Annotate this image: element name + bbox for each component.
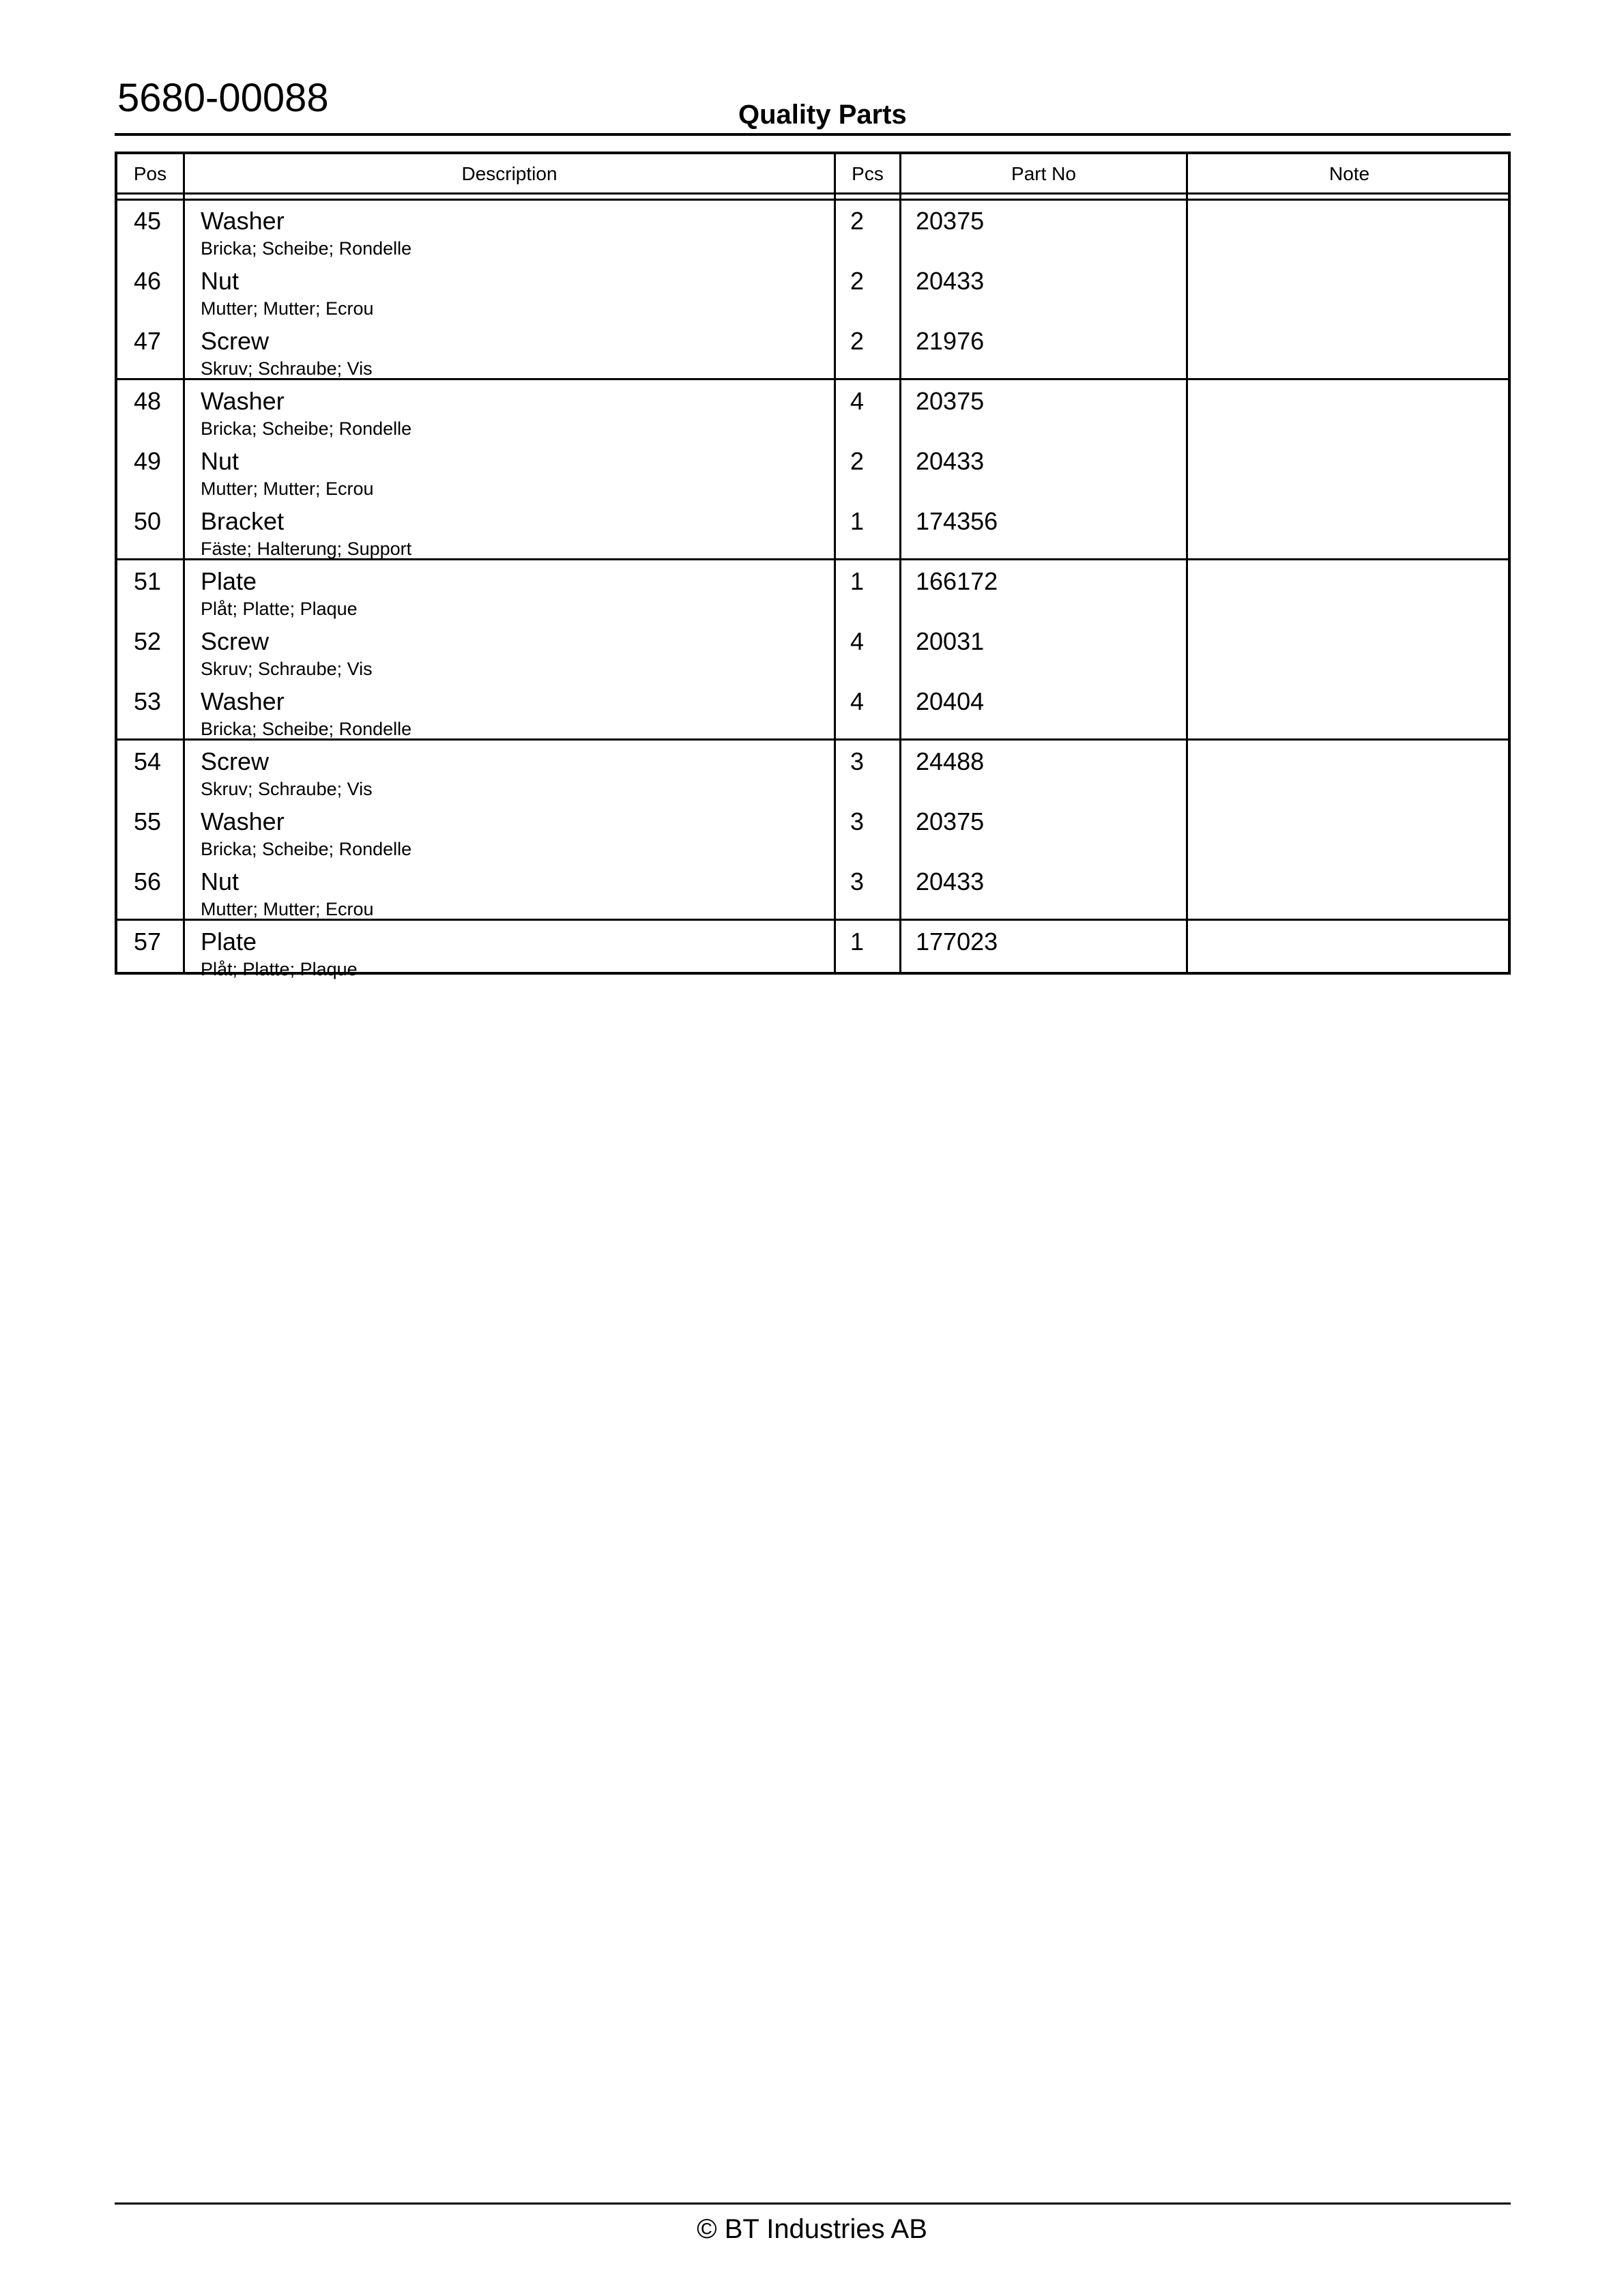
row-pcs: 4 [850,387,865,415]
row-pcs: 2 [850,267,865,295]
row-pcs: 4 [850,687,865,715]
row-translations: Plåt; Platte; Plaque [201,959,358,979]
row-part-no: 166172 [916,567,998,595]
row-translations: Mutter; Mutter; Ecrou [201,899,374,919]
row-translations: Bricka; Scheibe; Rondelle [201,719,412,739]
row-pcs: 2 [850,327,865,355]
row-translations: Bricka; Scheibe; Rondelle [201,839,412,859]
parts-table [115,152,1511,979]
footer-divider [115,2202,1511,2205]
row-part-no: 20375 [916,387,985,415]
row-description: Nut [201,447,240,475]
row-description: Bracket [201,507,285,535]
column-header-pos: Pos [133,163,167,184]
row-pos: 54 [134,747,162,775]
row-part-no: 20375 [916,207,985,235]
row-pos: 52 [134,627,162,655]
row-translations: Mutter; Mutter; Ecrou [201,478,374,499]
row-description: Plate [201,928,257,956]
table-row [117,261,1508,321]
table-row [117,561,1508,621]
row-pcs: 1 [850,567,865,595]
table-row [117,741,1508,801]
row-part-no: 20404 [916,687,985,715]
row-pos: 47 [134,327,162,355]
row-translations: Bricka; Scheibe; Rondelle [201,238,412,259]
row-description: Plate [201,567,257,595]
row-part-no: 177023 [916,928,998,956]
row-description: Screw [201,327,270,355]
table-row [117,921,1508,981]
row-description: Nut [201,867,240,895]
header-rule [117,192,1508,195]
row-translations: Skruv; Schraube; Vis [201,779,373,799]
row-translations: Fäste; Halterung; Support [201,539,412,559]
header-divider [115,133,1511,136]
row-description: Washer [201,687,285,715]
row-pos: 46 [134,267,162,295]
row-part-no: 174356 [916,507,998,535]
row-pcs: 1 [850,928,865,956]
row-pos: 56 [134,867,162,895]
row-translations: Skruv; Schraube; Vis [201,358,373,379]
row-pos: 57 [134,928,162,956]
table-row [117,801,1508,861]
row-pos: 45 [134,207,162,235]
row-pcs: 2 [850,207,865,235]
row-translations: Skruv; Schraube; Vis [201,659,373,679]
document-number: 5680-00088 [117,76,329,120]
row-part-no: 24488 [916,747,985,775]
table-row [117,441,1508,501]
row-description: Washer [201,207,285,235]
row-pcs: 3 [850,747,865,775]
table-row [117,681,1508,741]
row-translations: Mutter; Mutter; Ecrou [201,298,374,319]
table-row [117,501,1508,561]
row-description: Washer [201,807,285,835]
row-part-no: 20433 [916,267,985,295]
row-description: Screw [201,627,270,655]
row-pcs: 4 [850,627,865,655]
row-description: Nut [201,267,240,295]
row-pos: 55 [134,807,162,835]
row-pos: 50 [134,507,162,535]
row-part-no: 20433 [916,867,985,895]
table-row [117,621,1508,681]
row-pcs: 1 [850,507,865,535]
row-pos: 51 [134,567,162,595]
row-pcs: 3 [850,867,865,895]
table-row [117,201,1508,261]
row-part-no: 20031 [916,627,985,655]
table-row [117,861,1508,921]
row-pcs: 2 [850,447,865,475]
row-part-no: 20433 [916,447,985,475]
column-header-note: Note [1329,163,1370,184]
row-pos: 48 [134,387,162,415]
page-title: Quality Parts [738,100,907,130]
row-pos: 53 [134,687,162,715]
row-description: Screw [201,747,270,775]
column-header-pcs: Pcs [852,163,884,184]
row-translations: Bricka; Scheibe; Rondelle [201,418,412,439]
table-row [117,321,1508,381]
row-pcs: 3 [850,807,865,835]
table-row [117,381,1508,441]
row-pos: 49 [134,447,162,475]
row-description: Washer [201,387,285,415]
row-translations: Plåt; Platte; Plaque [201,599,358,619]
row-part-no: 21976 [916,327,985,355]
row-part-no: 20375 [916,807,985,835]
column-header-description: Description [461,163,557,184]
footer-copyright: © BT Industries AB [697,2214,927,2244]
column-header-part-no: Part No [1011,163,1076,184]
